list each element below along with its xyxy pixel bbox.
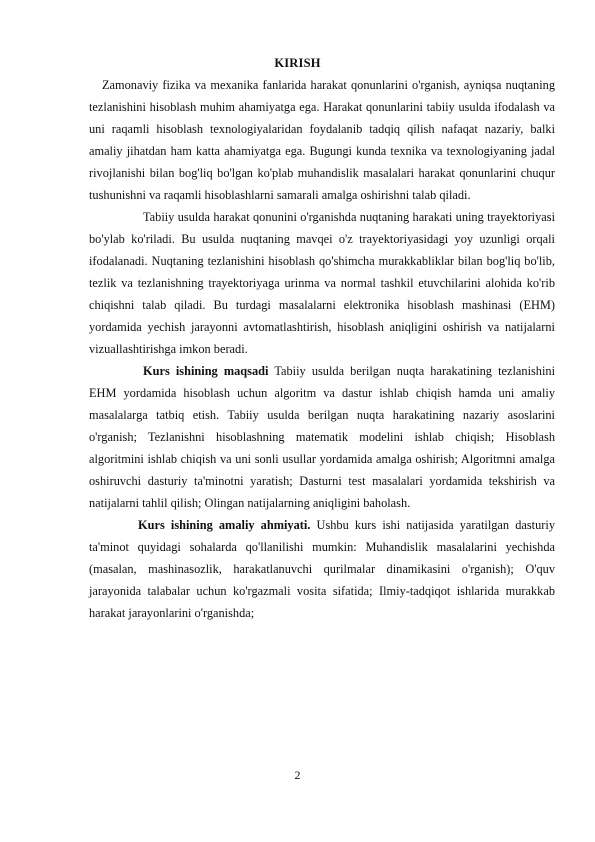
body-text [89, 74, 555, 624]
paragraph-natural-method: Tabiiy usulda harakat qonunini o'rganishda nuqtaning harakati uning trayektoriyasi bo'ylab ko'riladi. Bu usulda nuqtaning mavqei o'z trayektoriyasidagi yoy uzunligi orqali ifodalanadi. Nuqtaning tezlanishini hisoblash qo'shimcha murakkabliklar bilan bog'liq bo'lib, tezlik va tezlanishning trayektoriyaga urinma va normal tashkil etuvchilarini alohida ko'rib chiqishni talab qiladi. Bu turdagi masalalarni elektronika hisoblash mashinasi (EHM) yordamida yechish jarayonni avtomatlashtirish, hisoblash aniqligini oshirish va natijalarni vizuallashtirishga imkon beradi. [89, 210, 555, 356]
goal-text: Tabiiy usulda berilgan nuqta harakatining tezlanishini EHM yordamida hisoblash uchun algoritm va dastur ishlab chiqish hamda uni amaliy masalalarga tatbiq etish. Tabiiy usulda berilgan nuqta harakatining nazariy asoslarini o'rganish; Tezlanishni hisoblashning matematik modelini ishlab chiqish; Hisoblash algoritmini ishlab chiqish va uni sonli usullar yordamida amalga oshirish; Algoritmni amalga oshiruvchi dasturiy ta'minotni yaratish; Dasturni test masalalari yordamida tekshirish va natijalarni tahlil qilish; Olingan natijalarning aniqligini baholash. [89, 364, 556, 510]
practical-significance-heading: Kurs ishining amaliy ahmiyati. [138, 518, 311, 532]
practical-significance-text: Ushbu kurs ishi natijasida yaratilgan dasturiy ta'minot quyidagi sohalarda qo'llanilishi mumkin: Muhandislik masalalarini yechishda (masalan, mashinasozlik, harakatlanuvchi qurilmalar dinamikasini o'rganish); O'quv jarayonida talabalar uchun ko'rgazmali vosita sifatida; Ilmiy-tadqiqot ishlarida murakkab harakat jarayonlarini o'rganishda; [89, 518, 555, 620]
page-title: KIRISH [274, 56, 321, 70]
paragraph-intro: Zamonaviy fizika va mexanika fanlarida harakat qonunlarini o'rganish, ayniqsa nuqtaning tezlanishini hisoblash muhim ahamiyatga ega. Harakat qonunlarini tabiiy usulda ifodalash va uni raqamli hisoblash texnologiyalaridan foydalanib tadqiq qilish nafaqat nazariy, balki amaliy jihatdan ham katta ahamiyatga ega. Bugungi kunda texnika va texnologiyaning jadal rivojlanishi bilan bog'liq bo'lgan ko'plab muhandislik masalalari harakat qonunlarini chuqur tushunishni va raqamli hisoblashlarni samarali amalga oshirishni talab qiladi. [89, 78, 555, 202]
paragraph-goal [89, 360, 555, 514]
goal-heading: Kurs ishining maqsadi [143, 364, 269, 378]
page-number: 2 [294, 768, 301, 782]
paragraph-practical-significance [89, 514, 555, 624]
